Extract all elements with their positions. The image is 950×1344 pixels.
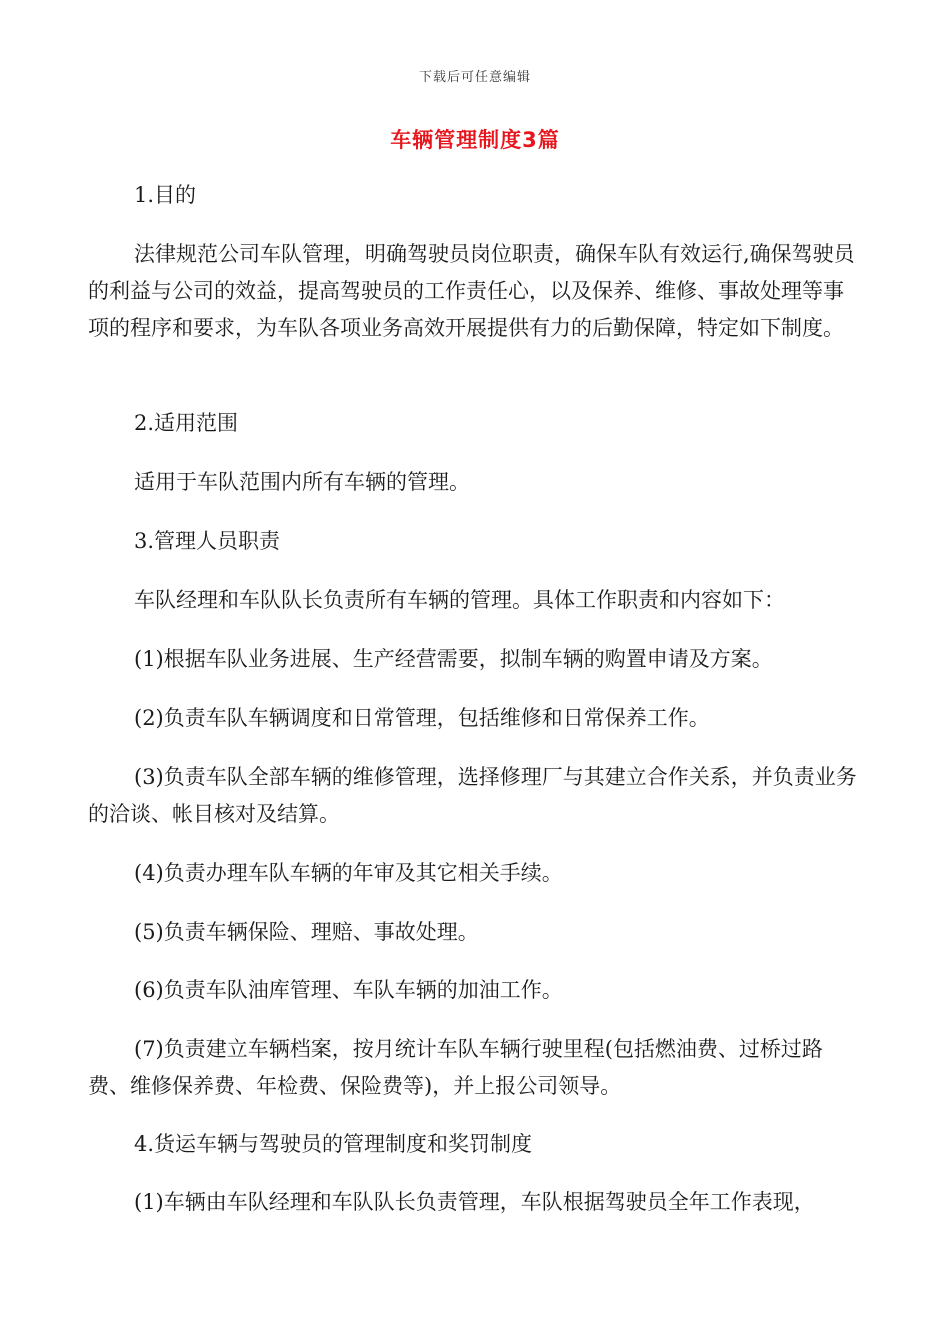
list-item-5: (5)负责车辆保险、理赔、事故处理。	[134, 920, 479, 944]
paragraph-responsibilities: 车队经理和车队队长负责所有车辆的管理。具体工作职责和内容如下：	[134, 588, 785, 612]
header-note: 下载后可任意编辑	[418, 70, 531, 85]
paragraph-scope: 适用于车队范围内所有车辆的管理。	[134, 470, 470, 494]
rules-item-1: (1)车辆由车队经理和车队队长负责管理，车队根据驾驶员全年工作表现，	[134, 1190, 815, 1214]
section-heading-responsibilities: 3.管理人员职责	[134, 529, 281, 553]
list-item-2: (2)负责车队车辆调度和日常管理，包括维修和日常保养工作。	[134, 706, 710, 730]
list-item-3: (3)负责车队全部车辆的维修管理，选择修理厂与其建立合作关系，并负责业务的洽谈、帐目核对及结算。	[88, 765, 857, 826]
section-heading-scope: 2.适用范围	[134, 411, 239, 435]
section-heading-rules: 4.货运车辆与驾驶员的管理制度和奖罚制度	[134, 1132, 533, 1156]
list-item-6: (6)负责车队油库管理、车队车辆的加油工作。	[134, 978, 563, 1002]
list-item-7: (7)负责建立车辆档案，按月统计车队车辆行驶里程(包括燃油费、过桥过路费、维修保养费、年检费、保险费等)，并上报公司领导。	[88, 1037, 823, 1098]
list-item-1: (1)根据车队业务进展、生产经营需要，拟制车辆的购置申请及方案。	[134, 647, 773, 671]
document-title: 车辆管理制度3篇	[390, 128, 560, 152]
list-item-4: (4)负责办理车队车辆的年审及其它相关手续。	[134, 861, 563, 885]
section-heading-purpose: 1.目的	[134, 183, 197, 207]
paragraph-purpose: 法律规范公司车队管理，明确驾驶员岗位职责，确保车队有效运行,确保驾驶员的利益与公司的效益，提高驾驶员的工作责任心，以及保养、维修、事故处理等事项的程序和要求，为车队各项业务高效开展提供有力的后勤保障，特定如下制度。	[88, 242, 855, 340]
